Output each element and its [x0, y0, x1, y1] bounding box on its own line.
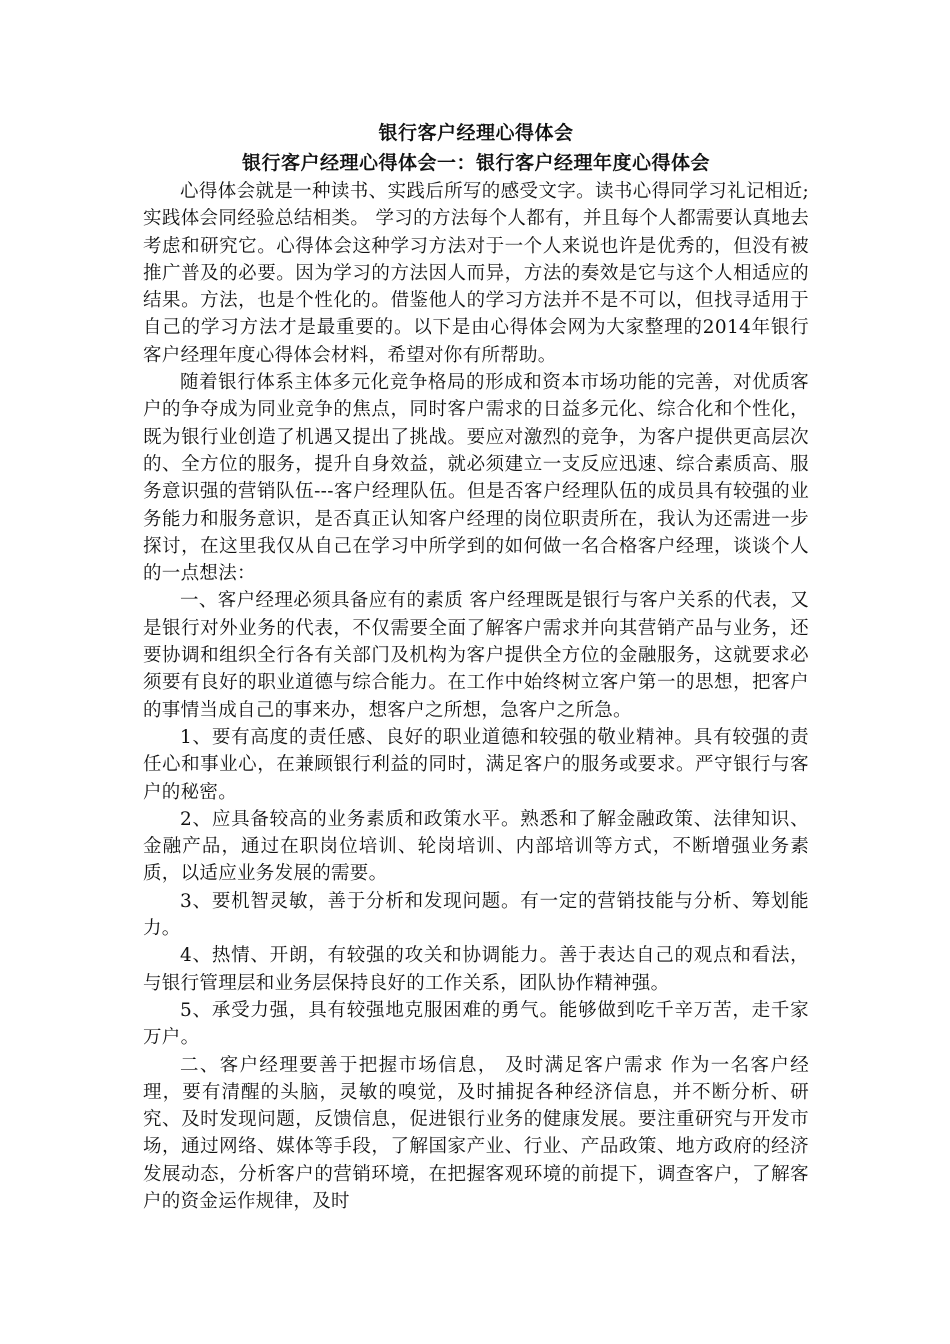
document-title: 银行客户经理心得体会: [378, 122, 574, 144]
document-subtitle: 银行客户经理心得体会一：银行客户经理年度心得体会: [241, 152, 710, 174]
paragraph-point-1: 1、要有高度的责任感、良好的职业道德和较强的敬业精神。具有较强的责任心和事业心，在兼顾银行利益的同时，满足客户的服务或要求。严守银行与客户的秘密。: [143, 726, 809, 803]
paragraph-point-2: 2、应具备较高的业务素质和政策水平。熟悉和了解金融政策、法律知识、金融产品，通过在职岗位培训、轮岗培训、内部培训等方式，不断增强业务素质，以适应业务发展的需要。: [143, 808, 809, 885]
document-body: [143, 118, 809, 1215]
paragraph-point-4: 4、热情、开朗，有较强的攻关和协调能力。善于表达自己的观点和看法，与银行管理层和业务层保持良好的工作关系，团队协作精神强。: [143, 945, 809, 994]
paragraph-intro: 心得体会就是一种读书、实践后所写的感受文字。读书心得同学习礼记相近;实践体会同经验总结相类。 学习的方法每个人都有，并且每个人都需要认真地去考虑和研究它。心得体会这种学习方法对于一个人来说也许是优秀的，但没有被推广普及的必要。因为学习的方法因人而异，方法的奏效是它与这个人相适应的结果。方法，也是个性化的。借鉴他人的学习方法并不是不可以，但找寻适用于自己的学习方法才是最重要的。以下是由心得体会网为大家整理的2014年银行客户经理年度心得体会材料，希望对你有所帮助。: [143, 181, 809, 366]
paragraph-background: 随着银行体系主体多元化竞争格局的形成和资本市场功能的完善，对优质客户的争夺成为同业竞争的焦点，同时客户需求的日益多元化、综合化和个性化，既为银行业创造了机遇又提出了挑战。要应对激烈的竞争，为客户提供更高层次的、全方位的服务，提升自身效益，就必须建立一支反应迅速、综合素质高、服务意识强的营销队伍---客户经理队伍。但是否客户经理队伍的成员具有较强的业务能力和服务意识，是否真正认知客户经理的岗位职责所在，我认为还需进一步探讨，在这里我仅从自己在学习中所学到的如何做一名合格客户经理，谈谈个人的一点想法：: [143, 372, 809, 585]
paragraph-section-two: 二、客户经理要善于把握市场信息， 及时满足客户需求 作为一名客户经理，要有清醒的头脑，灵敏的嗅觉，及时捕捉各种经济信息，并不断分析、研究、及时发现问题，反馈信息，促进银行业务的健康发展。要注重研究与开发市场，通过网络、媒体等手段，了解国家产业、行业、产品政策、地方政府的经济发展动态，分析客户的营销环境，在把握客观环境的前提下，调查客户，了解客户的资金运作规律，及时: [143, 1054, 809, 1212]
paragraph-section-one: 一、客户经理必须具备应有的素质 客户经理既是银行与客户关系的代表，又是银行对外业务的代表，不仅需要全面了解客户需求并向其营销产品与业务，还要协调和组织全行各有关部门及机构为客户提供全方位的金融服务，这就要求必须要有良好的职业道德与综合能力。在工作中始终树立客户第一的思想，把客户的事情当成自己的事来办，想客户之所想，急客户之所急。: [143, 590, 809, 721]
paragraph-point-5: 5、承受力强，具有较强地克服困难的勇气。能够做到吃千辛万苦，走千家万户。: [143, 999, 809, 1049]
paragraph-point-3: 3、要机智灵敏，善于分析和发现问题。有一定的营销技能与分析、筹划能力。: [143, 890, 809, 940]
